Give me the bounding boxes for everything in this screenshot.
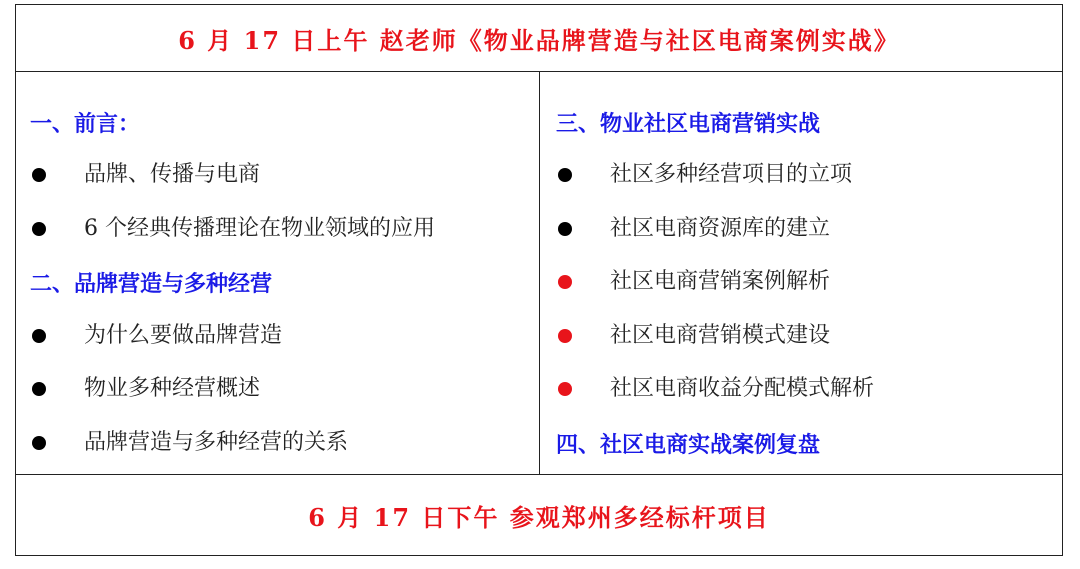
- list-item: [30, 209, 530, 249]
- schedule-table: [15, 4, 1063, 556]
- list-item: [30, 369, 530, 409]
- bullet-icon: [32, 168, 46, 182]
- list-item-text: 为什么要做品牌营造: [84, 323, 283, 348]
- list-item-text: 社区电商资源库的建立: [610, 216, 831, 241]
- list-item-text: 品牌、传播与电商: [84, 162, 261, 187]
- list-item: [30, 155, 530, 195]
- list-item: [556, 316, 1056, 356]
- morning-header-row: [16, 5, 1062, 72]
- list-item: [556, 369, 1056, 409]
- list-item-text: 品牌营造与多种经营的关系: [84, 430, 349, 455]
- section-heading-4: 四、社区电商实战案例复盘: [556, 431, 821, 458]
- list-item-text: 社区电商营销案例解析: [610, 269, 831, 294]
- right-column: [540, 72, 1062, 474]
- list-item-text: 社区电商收益分配模式解析: [610, 376, 875, 401]
- left-column: [16, 72, 540, 474]
- section-heading-2: 二、品牌营造与多种经营: [30, 270, 273, 297]
- list-item-text: 物业多种经营概述: [84, 376, 261, 401]
- section-heading-3: 三、物业社区电商营销实战: [556, 110, 821, 137]
- list-item: [556, 209, 1056, 249]
- list-item-text: 6 个经典传播理论在物业领域的应用: [84, 216, 435, 241]
- bullet-icon: [558, 222, 572, 236]
- afternoon-session-title: 6 月 17 日下午 参观郑州多经标杆项目: [308, 502, 770, 532]
- bullet-icon: [558, 382, 572, 396]
- bullet-icon: [32, 329, 46, 343]
- list-item: [30, 316, 530, 356]
- list-item: [556, 155, 1056, 195]
- bullet-icon: [558, 168, 572, 182]
- bullet-icon: [32, 222, 46, 236]
- bullet-icon: [32, 382, 46, 396]
- list-item-text: 社区电商营销模式建设: [610, 323, 831, 348]
- morning-session-title: 6 月 17 日上午 赵老师《物业品牌营造与社区电商案例实战》: [178, 25, 900, 55]
- section-heading-1: 一、前言：: [30, 110, 141, 137]
- bullet-icon: [558, 275, 572, 289]
- list-item-text: 社区多种经营项目的立项: [610, 162, 853, 187]
- bullet-icon: [558, 329, 572, 343]
- list-item: [30, 423, 530, 463]
- afternoon-footer-row: [16, 474, 1062, 555]
- list-item: [556, 262, 1056, 302]
- bullet-icon: [32, 436, 46, 450]
